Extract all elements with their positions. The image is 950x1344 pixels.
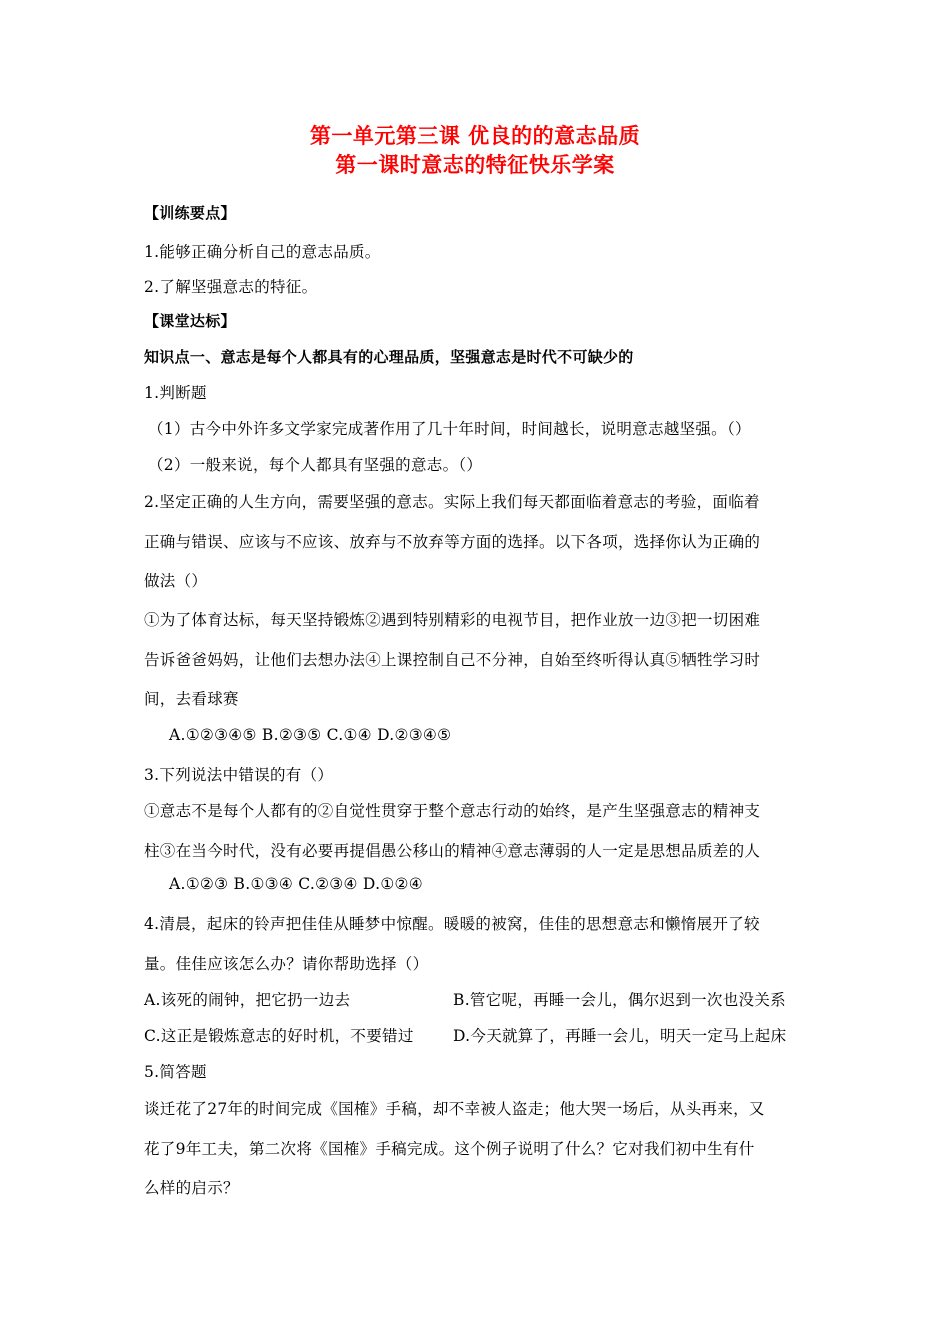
- q2-line-3: 做法（）: [144, 572, 208, 590]
- q4-option-b: B.管它呢，再睡一会儿，偶尔迟到一次也没关系: [453, 991, 786, 1009]
- q5-line-2: 花了9年工夫，第二次将《国榷》手稿完成。这个例子说明了什么？它对我们初中生有什: [144, 1140, 755, 1158]
- title-line-2: 第一课时意志的特征快乐学案: [335, 153, 615, 177]
- q2-line-2: 正确与错误、应该与不应该、放弃与不放弃等方面的选择。以下各项，选择你认为正确的: [144, 533, 761, 551]
- q2-option-line-2: 告诉爸爸妈妈，让他们去想办法④上课控制自己不分神，自始至终听得认真⑤牺牲学习时: [144, 651, 761, 669]
- q5-line-1: 谈迁花了27年的时间完成《国榷》手稿，却不幸被人盗走；他大哭一场后，从头再来，又: [144, 1100, 765, 1118]
- q4-option-d: D.今天就算了，再睡一会儿，明天一定马上起床: [453, 1027, 787, 1045]
- q3-choices: A.①②③ B.①③④ C.②③④ D.①②④: [169, 875, 423, 893]
- q4-option-a: A.该死的闹钟，把它扔一边去: [144, 991, 351, 1009]
- training-point-1: 1.能够正确分析自己的意志品质。: [144, 243, 381, 261]
- training-header: 【训练要点】: [144, 204, 236, 222]
- knowledge-point-heading: 知识点一、意志是每个人都具有的心理品质，坚强意志是时代不可缺少的: [144, 348, 634, 366]
- q2-option-line-1: ①为了体育达标，每天坚持锻炼②遇到特别精彩的电视节目，把作业放一边③把一切困难: [144, 611, 761, 629]
- q1-heading: 1.判断题: [144, 384, 207, 402]
- q2-option-line-3: 间，去看球赛: [144, 690, 239, 708]
- q1-item-1: （1）古今中外许多文学家完成著作用了几十年时间，时间越长，说明意志越坚强。（）: [148, 420, 751, 438]
- q2-line-1: 2.坚定正确的人生方向，需要坚强的意志。实际上我们每天都面临着意志的考验，面临着: [144, 493, 760, 511]
- q4-line-2: 量。佳佳应该怎么办？请你帮助选择（）: [144, 955, 429, 973]
- q2-choices: A.①②③④⑤ B.②③⑤ C.①④ D.②③④⑤: [169, 726, 452, 744]
- class-header: 【课堂达标】: [144, 312, 236, 330]
- q3-option-line-2: 柱③在当今时代，没有必要再提倡愚公移山的精神④意志薄弱的人一定是思想品质差的人: [144, 842, 761, 860]
- q3-line-1: 3.下列说法中错误的有（）: [144, 766, 334, 784]
- q5-heading: 5.简答题: [144, 1063, 207, 1081]
- title-line-1: 第一单元第三课 优良的的意志品质: [309, 124, 641, 148]
- q5-line-3: 么样的启示？: [144, 1179, 239, 1197]
- training-point-2: 2.了解坚强意志的特征。: [144, 278, 318, 296]
- q3-option-line-1: ①意志不是每个人都有的②自觉性贯穿于整个意志行动的始终，是产生坚强意志的精神支: [144, 802, 761, 820]
- q4-line-1: 4.清晨，起床的铃声把佳佳从睡梦中惊醒。暖暖的被窝，佳佳的思想意志和懒惰展开了较: [144, 915, 760, 933]
- q1-item-2: （2）一般来说，每个人都具有坚强的意志。（）: [148, 456, 483, 474]
- q4-option-c: C.这正是锻炼意志的好时机，不要错过: [144, 1027, 414, 1045]
